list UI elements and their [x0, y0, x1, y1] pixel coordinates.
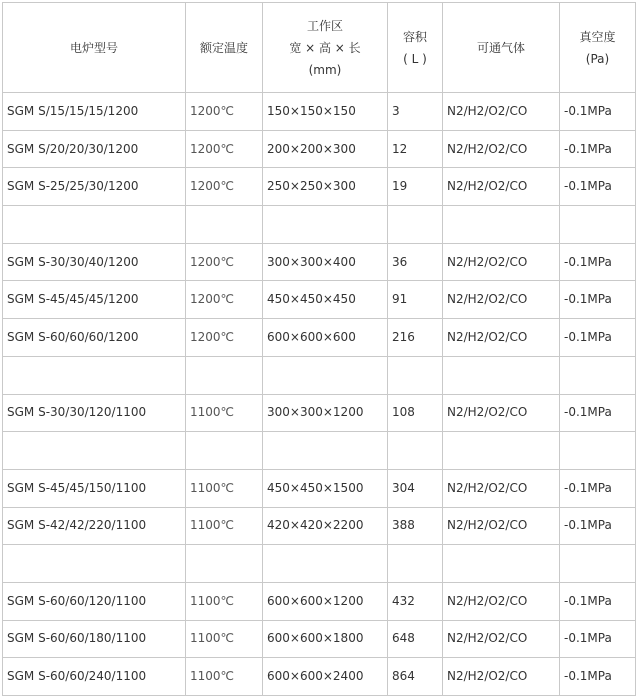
header-work-area [263, 3, 388, 93]
table-row [3, 130, 636, 168]
cell-vacuum: -0.1MPa [560, 93, 636, 131]
table-row [3, 243, 636, 281]
cell-volume: 864 [388, 658, 443, 696]
cell-temperature: 1200℃ [186, 168, 263, 206]
cell-vacuum: -0.1MPa [560, 620, 636, 658]
table-row [3, 93, 636, 131]
cell-work-area [263, 206, 388, 244]
table-header [3, 3, 636, 93]
cell-temperature: 1200℃ [186, 243, 263, 281]
cell-model: SGM S-45/45/45/1200 [3, 281, 186, 319]
cell-work-area [263, 356, 388, 394]
header-temperature [186, 3, 263, 93]
cell-work-area: 200×200×300 [263, 130, 388, 168]
cell-model: SGM S-60/60/120/1100 [3, 582, 186, 620]
header-volume [388, 3, 443, 93]
cell-vacuum [560, 356, 636, 394]
header-work-area-line-1: 工作区 [306, 18, 343, 33]
table-row [3, 356, 636, 394]
cell-gas: N2/H2/O2/CO [443, 469, 560, 507]
cell-model [3, 545, 186, 583]
cell-model: SGM S/15/15/15/1200 [3, 93, 186, 131]
cell-work-area: 600×600×1200 [263, 582, 388, 620]
cell-vacuum: -0.1MPa [560, 168, 636, 206]
cell-volume: 12 [388, 130, 443, 168]
table-row [3, 319, 636, 357]
cell-work-area [263, 432, 388, 470]
cell-work-area: 600×600×2400 [263, 658, 388, 696]
cell-gas: N2/H2/O2/CO [443, 130, 560, 168]
cell-vacuum: -0.1MPa [560, 394, 636, 432]
cell-gas: N2/H2/O2/CO [443, 394, 560, 432]
cell-volume [388, 545, 443, 583]
cell-gas: N2/H2/O2/CO [443, 582, 560, 620]
cell-work-area: 600×600×600 [263, 319, 388, 357]
header-gas-line: 可通气体 [476, 40, 525, 55]
cell-temperature [186, 206, 263, 244]
cell-gas [443, 206, 560, 244]
cell-gas [443, 545, 560, 583]
header-vacuum-line-1: 真空度 [579, 29, 616, 44]
cell-temperature: 1100℃ [186, 582, 263, 620]
cell-volume: 304 [388, 469, 443, 507]
cell-model [3, 206, 186, 244]
cell-volume: 3 [388, 93, 443, 131]
cell-work-area: 420×420×2200 [263, 507, 388, 545]
table-row [3, 620, 636, 658]
furnace-spec-table [2, 2, 636, 696]
cell-vacuum: -0.1MPa [560, 507, 636, 545]
cell-vacuum: -0.1MPa [560, 319, 636, 357]
table-row [3, 582, 636, 620]
cell-temperature [186, 545, 263, 583]
cell-temperature: 1100℃ [186, 507, 263, 545]
cell-volume: 648 [388, 620, 443, 658]
cell-work-area: 150×150×150 [263, 93, 388, 131]
table-row [3, 394, 636, 432]
cell-volume: 388 [388, 507, 443, 545]
table-row [3, 168, 636, 206]
spec-table-container [2, 2, 636, 696]
header-temperature-line: 额定温度 [199, 40, 248, 55]
cell-vacuum: -0.1MPa [560, 658, 636, 696]
cell-model: SGM S-30/30/40/1200 [3, 243, 186, 281]
cell-volume [388, 356, 443, 394]
cell-work-area: 450×450×1500 [263, 469, 388, 507]
table-row [3, 469, 636, 507]
cell-volume: 36 [388, 243, 443, 281]
header-work-area-line-2: 宽 × 高 × 长 [289, 40, 361, 55]
cell-vacuum: -0.1MPa [560, 243, 636, 281]
cell-work-area: 250×250×300 [263, 168, 388, 206]
cell-gas: N2/H2/O2/CO [443, 93, 560, 131]
cell-gas: N2/H2/O2/CO [443, 319, 560, 357]
cell-model: SGM S-60/60/60/1200 [3, 319, 186, 357]
cell-temperature: 1100℃ [186, 469, 263, 507]
cell-gas: N2/H2/O2/CO [443, 243, 560, 281]
cell-volume [388, 206, 443, 244]
cell-model: SGM S-25/25/30/1200 [3, 168, 186, 206]
cell-temperature [186, 356, 263, 394]
cell-temperature: 1100℃ [186, 620, 263, 658]
cell-work-area: 600×600×1800 [263, 620, 388, 658]
cell-temperature: 1100℃ [186, 394, 263, 432]
cell-temperature: 1200℃ [186, 319, 263, 357]
cell-vacuum [560, 206, 636, 244]
table-row [3, 545, 636, 583]
cell-vacuum [560, 432, 636, 470]
cell-volume [388, 432, 443, 470]
cell-vacuum: -0.1MPa [560, 469, 636, 507]
cell-temperature: 1200℃ [186, 281, 263, 319]
cell-volume: 216 [388, 319, 443, 357]
header-gas [443, 3, 560, 93]
table-row [3, 281, 636, 319]
cell-gas: N2/H2/O2/CO [443, 620, 560, 658]
table-row [3, 507, 636, 545]
header-vacuum [560, 3, 636, 93]
header-work-area-line-3: (mm) [308, 62, 342, 77]
cell-volume: 108 [388, 394, 443, 432]
header-model-line: 电炉型号 [69, 40, 118, 55]
cell-gas [443, 432, 560, 470]
cell-model: SGM S-60/60/240/1100 [3, 658, 186, 696]
cell-vacuum [560, 545, 636, 583]
table-row [3, 658, 636, 696]
cell-vacuum: -0.1MPa [560, 281, 636, 319]
cell-temperature: 1200℃ [186, 93, 263, 131]
cell-model: SGM S/20/20/30/1200 [3, 130, 186, 168]
table-row [3, 206, 636, 244]
cell-gas [443, 356, 560, 394]
cell-vacuum: -0.1MPa [560, 582, 636, 620]
cell-temperature: 1100℃ [186, 658, 263, 696]
table-row [3, 432, 636, 470]
cell-model: SGM S-60/60/180/1100 [3, 620, 186, 658]
cell-work-area [263, 545, 388, 583]
cell-model: SGM S-42/42/220/1100 [3, 507, 186, 545]
cell-temperature: 1200℃ [186, 130, 263, 168]
cell-vacuum: -0.1MPa [560, 130, 636, 168]
cell-volume: 432 [388, 582, 443, 620]
cell-work-area: 450×450×450 [263, 281, 388, 319]
table-body [3, 93, 636, 696]
cell-gas: N2/H2/O2/CO [443, 281, 560, 319]
cell-temperature [186, 432, 263, 470]
cell-work-area: 300×300×400 [263, 243, 388, 281]
header-model [3, 3, 186, 93]
cell-model [3, 356, 186, 394]
cell-gas: N2/H2/O2/CO [443, 507, 560, 545]
header-vacuum-line-2: (Pa) [585, 51, 610, 66]
cell-gas: N2/H2/O2/CO [443, 168, 560, 206]
cell-volume: 19 [388, 168, 443, 206]
cell-gas: N2/H2/O2/CO [443, 658, 560, 696]
header-volume-line-2: ( L ) [403, 51, 427, 66]
cell-volume: 91 [388, 281, 443, 319]
cell-model: SGM S-30/30/120/1100 [3, 394, 186, 432]
header-volume-line-1: 容积 [402, 29, 427, 44]
cell-work-area: 300×300×1200 [263, 394, 388, 432]
cell-model [3, 432, 186, 470]
header-row [3, 3, 636, 93]
cell-model: SGM S-45/45/150/1100 [3, 469, 186, 507]
